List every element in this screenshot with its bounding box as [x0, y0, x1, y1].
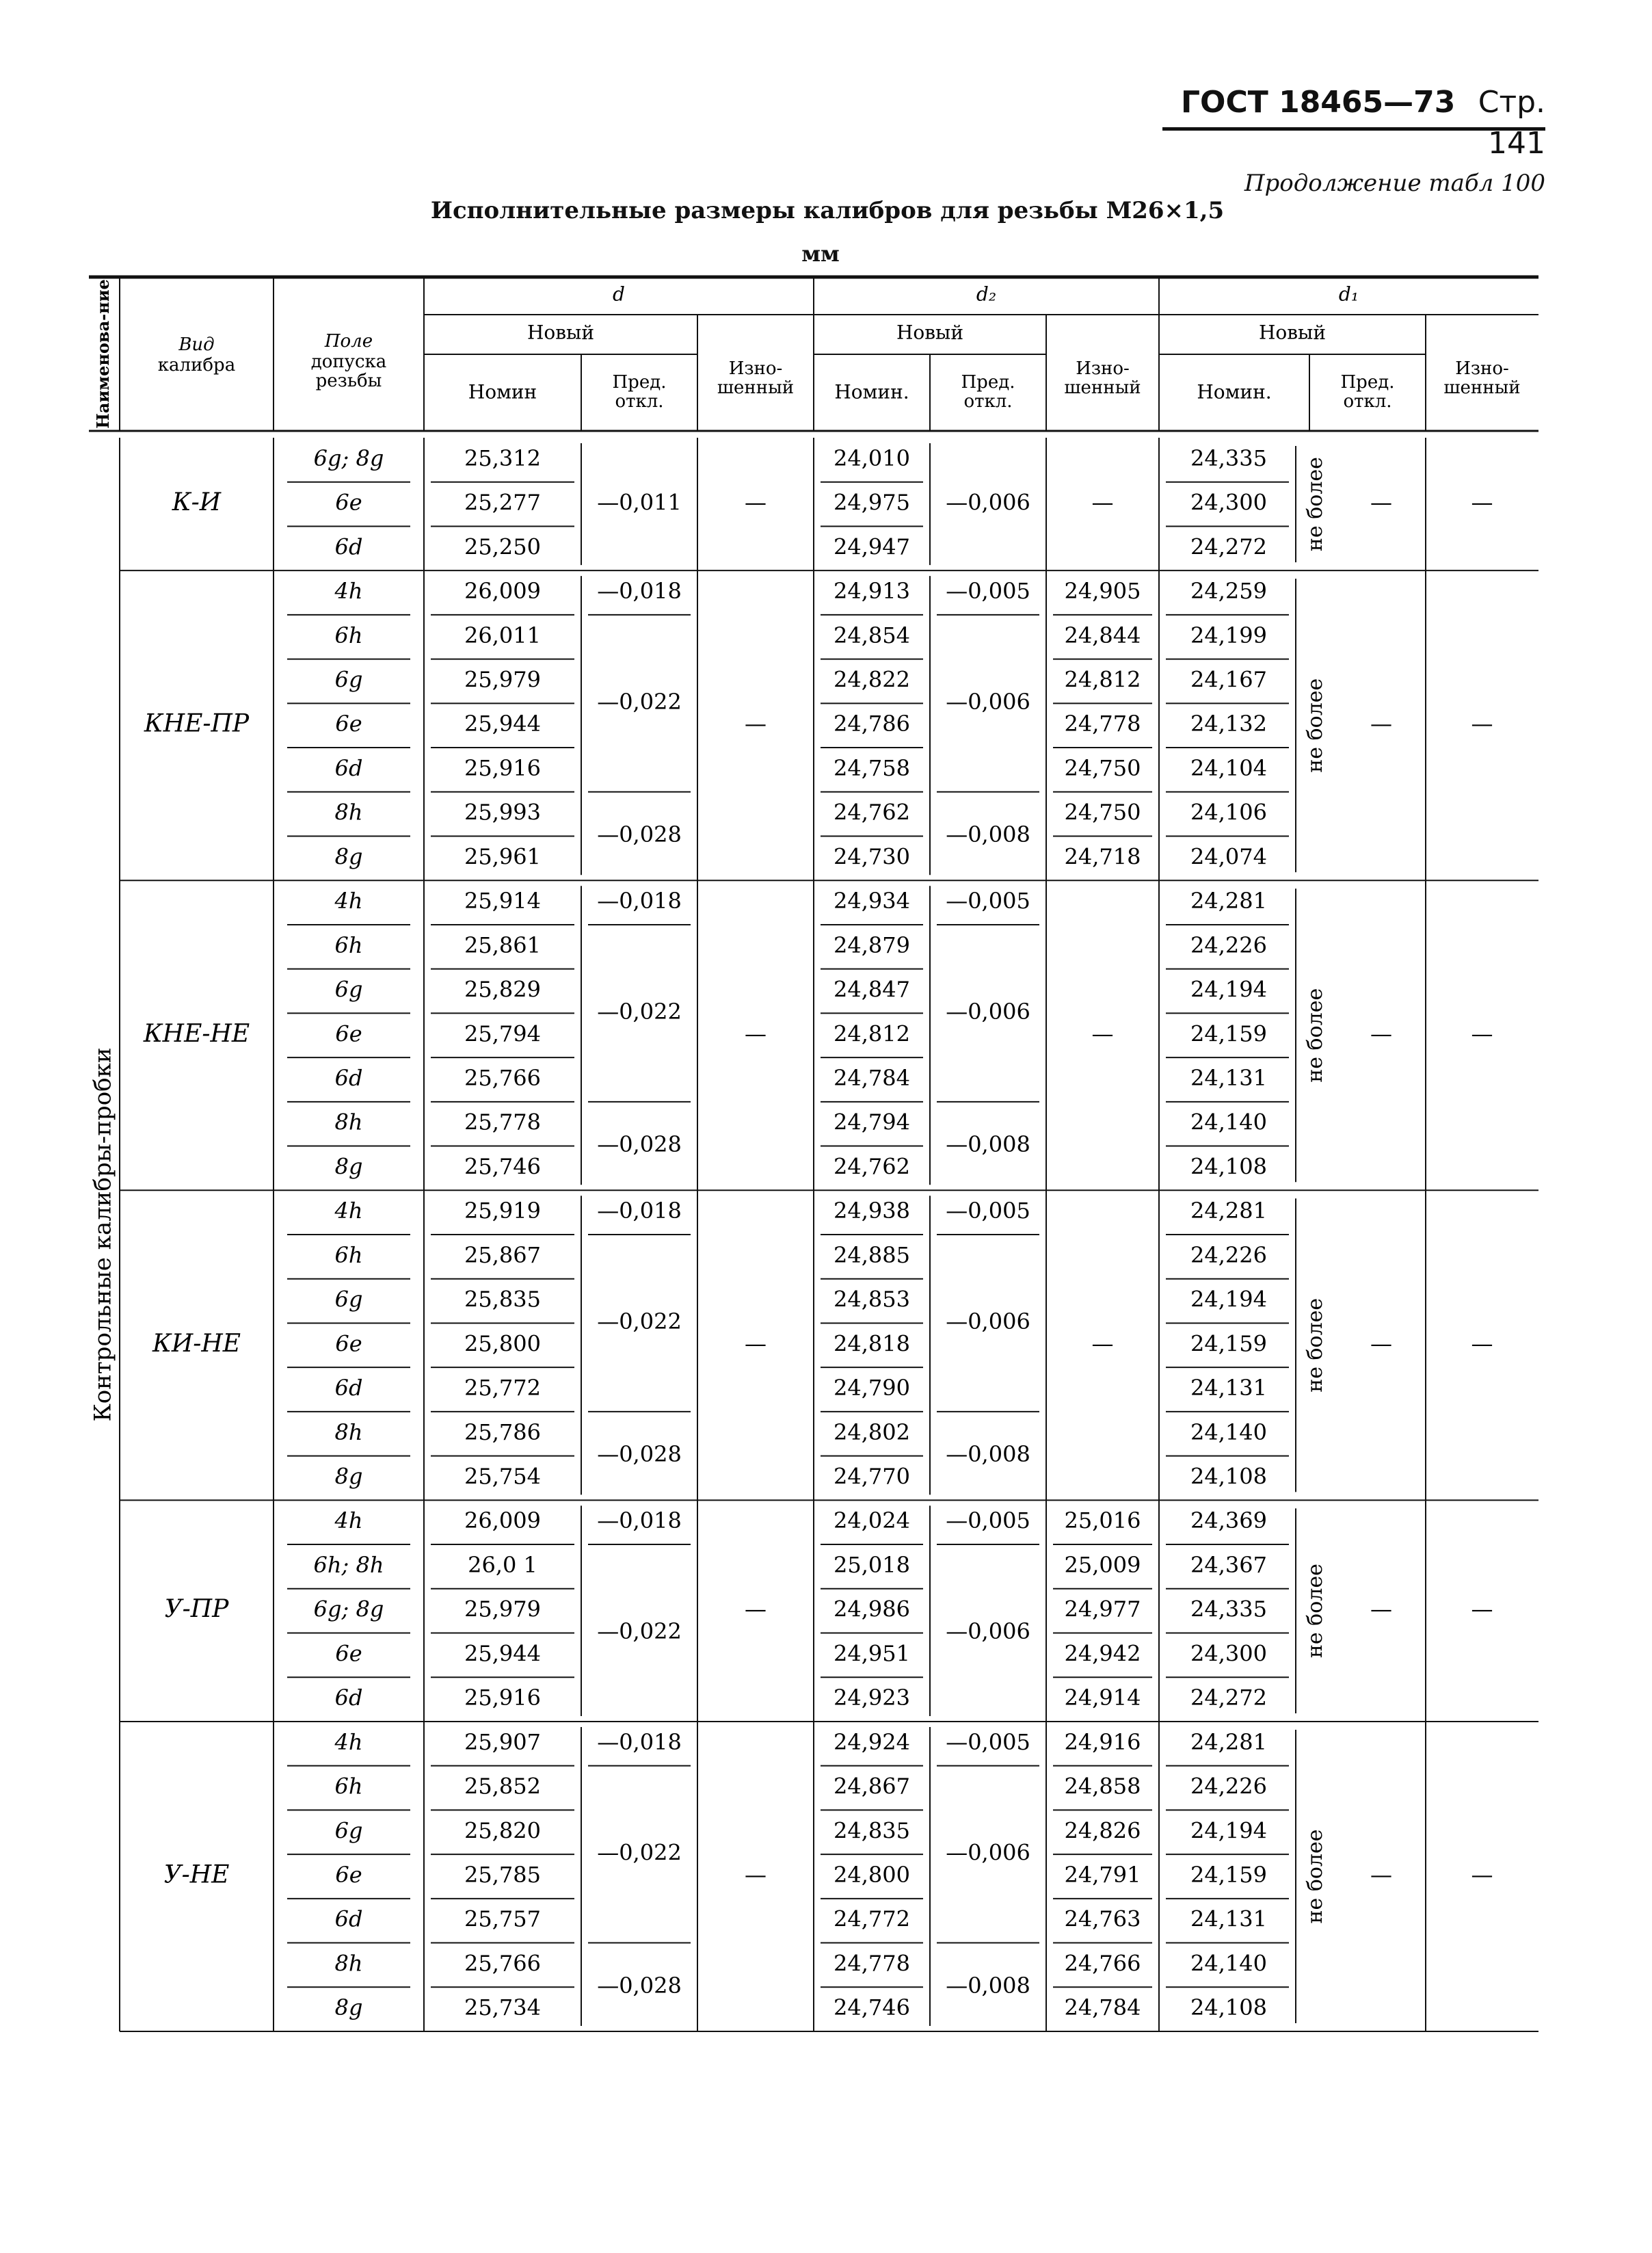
d-worn: — — [745, 711, 767, 737]
d2-nominal: 24,784 — [834, 1064, 910, 1091]
d2-worn: 24,763 — [1064, 1906, 1141, 1932]
d1-nominal: 24,074 — [1190, 843, 1267, 870]
d2-deviation: —0,006 — [946, 1308, 1030, 1334]
gauge-type: КНЕ-ПР — [144, 709, 250, 738]
gauge-type: К-И — [172, 488, 222, 517]
d2-deviation: —0,005 — [946, 578, 1030, 605]
d1-nominal: 24,199 — [1190, 622, 1267, 648]
header-nomin: Номин — [468, 380, 537, 404]
d1-nominal: 24,106 — [1190, 799, 1267, 826]
d-deviation: —0,028 — [597, 821, 682, 847]
tolerance-field: 8g — [334, 1463, 363, 1490]
d2-deviation: —0,008 — [946, 1441, 1030, 1468]
d1-worn: — — [1471, 711, 1493, 737]
gauge-type: У-НЕ — [163, 1860, 230, 1889]
d2-worn: 24,826 — [1064, 1817, 1141, 1844]
d2-worn: 24,750 — [1064, 754, 1141, 781]
d1-nominal: 24,226 — [1190, 1241, 1267, 1268]
header-pred: откл. — [963, 391, 1013, 412]
header-nomin: Номин. — [834, 380, 909, 404]
d-nominal: 25,907 — [464, 1728, 541, 1755]
tolerance-field: 6d — [334, 1375, 363, 1401]
d1-nominal: 24,367 — [1190, 1551, 1267, 1578]
tolerance-field: 6d — [334, 754, 363, 781]
d2-deviation: —0,008 — [946, 1972, 1030, 1999]
header-d2: d₂ — [976, 282, 997, 306]
d2-nominal: 24,010 — [834, 445, 910, 471]
d-nominal: 25,914 — [464, 888, 541, 914]
d2-deviation: —0,006 — [946, 1839, 1030, 1866]
d2-nominal: 25,018 — [834, 1551, 910, 1578]
header-novyi: Новый — [1259, 321, 1326, 344]
d-nominal: 26,011 — [464, 622, 541, 648]
unit-label: мм — [801, 241, 840, 267]
header-pred: откл. — [615, 391, 664, 412]
tolerance-field: 6h — [334, 1241, 363, 1268]
tolerance-field: 6e — [335, 1861, 362, 1888]
d-nominal: 25,852 — [464, 1773, 541, 1800]
header-iznosh: шенный — [1064, 378, 1141, 398]
d1-nominal: 24,159 — [1190, 1020, 1267, 1047]
d1-nominal: 24,194 — [1190, 976, 1267, 1003]
d1-nominal: 24,272 — [1190, 1685, 1267, 1711]
tolerance-field: 4h — [334, 888, 363, 914]
d1-nominal: 24,140 — [1190, 1109, 1267, 1135]
d1-nominal: 24,132 — [1190, 711, 1267, 737]
header-pred: откл. — [1343, 391, 1392, 412]
d1-nominal: 24,259 — [1190, 578, 1267, 605]
header-vid: Вид — [178, 334, 215, 355]
d-nominal: 25,312 — [464, 445, 541, 471]
ne-bolee-note: не более — [1303, 1297, 1327, 1393]
tolerance-field: 6e — [335, 1640, 362, 1667]
header-pole: резьбы — [315, 371, 382, 391]
d2-worn: 24,812 — [1064, 666, 1141, 693]
d2-nominal: 24,812 — [834, 1020, 910, 1047]
tolerance-field: 8h — [334, 1950, 363, 1977]
d-nominal: 25,961 — [464, 843, 541, 870]
d2-nominal: 24,847 — [834, 976, 910, 1003]
header-nomin: Номин. — [1197, 380, 1272, 404]
d1-nominal: 24,369 — [1190, 1507, 1267, 1534]
d2-worn: 24,784 — [1064, 1994, 1141, 2021]
d2-deviation: —0,008 — [946, 821, 1030, 847]
tolerance-field: 8g — [334, 843, 363, 870]
d1-worn: — — [1471, 1596, 1493, 1622]
d2-nominal: 24,885 — [834, 1241, 910, 1268]
header-iznosh: Изно- — [1076, 358, 1130, 379]
d-deviation: —0,022 — [597, 688, 682, 715]
d2-nominal: 24,934 — [834, 888, 910, 914]
d-deviation: —0,018 — [597, 1728, 682, 1755]
d1-worn: — — [1471, 1861, 1493, 1888]
d-nominal: 25,754 — [464, 1463, 541, 1490]
d1-deviation: — — [1370, 1020, 1392, 1047]
d-nominal: 25,746 — [464, 1153, 541, 1180]
d2-deviation: —0,005 — [946, 1198, 1030, 1224]
d-nominal: 25,979 — [464, 666, 541, 693]
d2-nominal: 24,758 — [834, 754, 910, 781]
tolerance-field: 6g — [334, 976, 363, 1003]
d1-nominal: 24,131 — [1190, 1375, 1267, 1401]
d2-worn: 25,009 — [1064, 1551, 1141, 1578]
d-nominal: 25,800 — [464, 1330, 541, 1357]
tolerance-field: 6e — [335, 711, 362, 737]
d2-nominal: 24,879 — [834, 932, 910, 958]
d1-nominal: 24,167 — [1190, 666, 1267, 693]
header-vid: калибра — [157, 355, 236, 375]
d2-nominal: 24,790 — [834, 1375, 910, 1401]
tolerance-field: 6h — [334, 1773, 363, 1800]
ne-bolee-note: не более — [1303, 1829, 1327, 1924]
d2-deviation: —0,006 — [946, 688, 1030, 715]
tolerance-field: 6h; 8h — [313, 1551, 384, 1578]
d1-nominal: 24,159 — [1190, 1330, 1267, 1357]
header-pole: Поле — [324, 331, 373, 352]
d-nominal: 25,757 — [464, 1906, 541, 1932]
gauge-type: КНЕ-НЕ — [143, 1019, 250, 1048]
d-nominal: 25,979 — [464, 1596, 541, 1622]
tolerance-field: 6g — [334, 666, 363, 693]
d1-nominal: 24,108 — [1190, 1153, 1267, 1180]
d-nominal: 26,009 — [464, 578, 541, 605]
side-label: Контрольные калибры-пробки — [89, 1047, 117, 1422]
d-deviation: —0,028 — [597, 1441, 682, 1468]
header-iznosh: Изно- — [1455, 358, 1509, 379]
d-nominal: 25,766 — [464, 1950, 541, 1977]
d2-worn: 24,750 — [1064, 799, 1141, 826]
d2-worn: 24,766 — [1064, 1950, 1141, 1977]
continuation-note: Продолжение табл 100 — [1244, 170, 1545, 197]
d2-nominal: 24,794 — [834, 1109, 910, 1135]
d2-worn: — — [1091, 489, 1114, 516]
d2-nominal: 24,913 — [834, 578, 910, 605]
tolerance-field: 6h — [334, 932, 363, 958]
d-nominal: 25,993 — [464, 799, 541, 826]
d-nominal: 25,785 — [464, 1861, 541, 1888]
d2-nominal: 24,800 — [834, 1861, 910, 1888]
d2-nominal: 24,986 — [834, 1596, 910, 1622]
d2-nominal: 24,951 — [834, 1640, 910, 1667]
d-nominal: 25,944 — [464, 711, 541, 737]
tolerance-field: 8g — [334, 1153, 363, 1180]
tolerance-field: 6g; 8g — [313, 1596, 384, 1622]
d2-nominal: 24,746 — [834, 1994, 910, 2021]
ne-bolee-note: не более — [1303, 988, 1327, 1083]
d-worn: — — [745, 1861, 767, 1888]
gauge-type: КИ-НЕ — [152, 1329, 241, 1358]
d2-worn: 24,977 — [1064, 1596, 1141, 1622]
d1-deviation: — — [1370, 1596, 1392, 1622]
d2-nominal: 24,924 — [834, 1728, 910, 1755]
d2-deviation: —0,006 — [946, 489, 1030, 516]
d-nominal: 25,277 — [464, 489, 541, 516]
d1-worn: — — [1471, 1330, 1493, 1357]
d1-nominal: 24,300 — [1190, 1640, 1267, 1667]
header-iznosh: Изно- — [728, 358, 783, 379]
d1-worn: — — [1471, 489, 1493, 516]
d2-nominal: 24,853 — [834, 1286, 910, 1313]
d2-worn: 24,718 — [1064, 843, 1141, 870]
tolerance-field: 6g; 8g — [313, 445, 384, 471]
d-nominal: 25,861 — [464, 932, 541, 958]
tolerance-field: 8g — [334, 1994, 363, 2021]
tolerance-field: 4h — [334, 1198, 363, 1224]
d-nominal: 26,009 — [464, 1507, 541, 1534]
d-deviation: —0,018 — [597, 1507, 682, 1534]
d-nominal: 25,944 — [464, 1640, 541, 1667]
d2-nominal: 24,802 — [834, 1419, 910, 1445]
d-worn: — — [745, 1020, 767, 1047]
tolerance-field: 6e — [335, 1330, 362, 1357]
d2-nominal: 24,818 — [834, 1330, 910, 1357]
header-pred: Пред. — [961, 372, 1015, 393]
d1-nominal: 24,104 — [1190, 754, 1267, 781]
d-nominal: 25,766 — [464, 1064, 541, 1091]
d1-worn: — — [1471, 1020, 1493, 1047]
d2-deviation: —0,006 — [946, 998, 1030, 1025]
table-title: Исполнительные размеры калибров для резьбы М26×1,5 — [430, 197, 1225, 224]
d2-nominal: 24,786 — [834, 711, 910, 737]
d2-worn: 24,905 — [1064, 578, 1141, 605]
d-nominal: 25,250 — [464, 533, 541, 560]
d2-deviation: —0,006 — [946, 1618, 1030, 1644]
d2-nominal: 24,822 — [834, 666, 910, 693]
header-iznosh: шенный — [1443, 378, 1521, 398]
d1-deviation: — — [1370, 489, 1392, 516]
d1-nominal: 24,108 — [1190, 1463, 1267, 1490]
d2-worn: 24,844 — [1064, 622, 1141, 648]
d-deviation: —0,018 — [597, 578, 682, 605]
d2-nominal: 24,923 — [834, 1685, 910, 1711]
d1-nominal: 24,159 — [1190, 1861, 1267, 1888]
d1-deviation: — — [1370, 1861, 1392, 1888]
gauge-type: У-ПР — [164, 1595, 229, 1624]
d1-deviation: — — [1370, 1330, 1392, 1357]
tolerance-field: 4h — [334, 1507, 363, 1534]
tolerance-field: 6e — [335, 1020, 362, 1047]
d2-nominal: 24,975 — [834, 489, 910, 516]
d1-nominal: 24,140 — [1190, 1419, 1267, 1445]
d1-nominal: 24,194 — [1190, 1286, 1267, 1313]
d1-nominal: 24,335 — [1190, 445, 1267, 471]
d2-nominal: 24,024 — [834, 1507, 910, 1534]
d1-nominal: 24,281 — [1190, 1728, 1267, 1755]
d-worn: — — [745, 1596, 767, 1622]
d1-nominal: 24,108 — [1190, 1994, 1267, 2021]
tolerance-field: 6d — [334, 533, 363, 560]
d1-nominal: 24,281 — [1190, 1198, 1267, 1224]
d-deviation: —0,022 — [597, 1839, 682, 1866]
d-deviation: —0,028 — [597, 1972, 682, 1999]
d2-nominal: 24,938 — [834, 1198, 910, 1224]
header-pole: допуска — [310, 352, 387, 372]
d1-deviation: — — [1370, 711, 1392, 737]
d2-deviation: —0,005 — [946, 1507, 1030, 1534]
d-deviation: —0,018 — [597, 1198, 682, 1224]
header-novyi: Новый — [527, 321, 594, 344]
d-nominal: 25,778 — [464, 1109, 541, 1135]
header-d: d — [613, 282, 625, 306]
d-nominal: 25,916 — [464, 754, 541, 781]
d2-worn: 24,916 — [1064, 1728, 1141, 1755]
d-deviation: —0,028 — [597, 1131, 682, 1158]
d1-nominal: 24,131 — [1190, 1906, 1267, 1932]
d-nominal: 25,734 — [464, 1994, 541, 2021]
header-d1: d₁ — [1338, 282, 1359, 306]
d2-worn: 25,016 — [1064, 1507, 1141, 1534]
d-nominal: 25,919 — [464, 1198, 541, 1224]
tolerance-field: 8h — [334, 1109, 363, 1135]
d2-worn: 24,914 — [1064, 1685, 1141, 1711]
page-number: Стр. 141 — [1478, 85, 1545, 161]
d2-nominal: 24,835 — [834, 1817, 910, 1844]
d2-nominal: 24,778 — [834, 1950, 910, 1977]
ne-bolee-note: не более — [1303, 457, 1327, 552]
d-nominal: 25,786 — [464, 1419, 541, 1445]
d1-nominal: 24,140 — [1190, 1950, 1267, 1977]
header-iznosh: шенный — [717, 378, 795, 398]
d1-nominal: 24,226 — [1190, 1773, 1267, 1800]
d2-deviation: —0,005 — [946, 888, 1030, 914]
tolerance-field: 6d — [334, 1064, 363, 1091]
d-worn: — — [745, 1330, 767, 1357]
d2-nominal: 24,947 — [834, 533, 910, 560]
d2-nominal: 24,854 — [834, 622, 910, 648]
d2-nominal: 24,762 — [834, 799, 910, 826]
tolerance-field: 8h — [334, 799, 363, 826]
d-deviation: —0,011 — [597, 489, 682, 516]
d-deviation: —0,018 — [597, 888, 682, 914]
d-deviation: —0,022 — [597, 1308, 682, 1334]
d2-nominal: 24,762 — [834, 1153, 910, 1180]
header-novyi: Новый — [896, 321, 963, 344]
header-pred: Пред. — [612, 372, 667, 393]
standard-number: ГОСТ 18465—73 — [1181, 85, 1456, 120]
d2-nominal: 24,730 — [834, 843, 910, 870]
tolerance-field: 8h — [334, 1419, 363, 1445]
d-nominal: 25,867 — [464, 1241, 541, 1268]
d-nominal: 25,835 — [464, 1286, 541, 1313]
d-nominal: 25,829 — [464, 976, 541, 1003]
d-worn: — — [745, 489, 767, 516]
tolerance-field: 4h — [334, 578, 363, 605]
d-nominal: 25,772 — [464, 1375, 541, 1401]
d2-worn: 24,858 — [1064, 1773, 1141, 1800]
d2-deviation: —0,005 — [946, 1728, 1030, 1755]
d-nominal: 26,0 1 — [468, 1551, 537, 1578]
d2-worn: 24,942 — [1064, 1640, 1141, 1667]
d-nominal: 25,794 — [464, 1020, 541, 1047]
d2-worn: 24,778 — [1064, 711, 1141, 737]
d2-worn: — — [1091, 1020, 1114, 1047]
d2-nominal: 24,867 — [834, 1773, 910, 1800]
tolerance-field: 6d — [334, 1906, 363, 1932]
d-nominal: 25,916 — [464, 1685, 541, 1711]
d-deviation: —0,022 — [597, 998, 682, 1025]
d-deviation: —0,022 — [597, 1618, 682, 1644]
d-nominal: 25,820 — [464, 1817, 541, 1844]
header-naimenovanie: Наименова-ние — [93, 279, 113, 429]
d1-nominal: 24,272 — [1190, 533, 1267, 560]
d1-nominal: 24,194 — [1190, 1817, 1267, 1844]
d2-nominal: 24,772 — [834, 1906, 910, 1932]
d1-nominal: 24,281 — [1190, 888, 1267, 914]
tolerance-field: 6d — [334, 1685, 363, 1711]
d2-nominal: 24,770 — [834, 1463, 910, 1490]
ne-bolee-note: не более — [1303, 678, 1327, 773]
d1-nominal: 24,226 — [1190, 932, 1267, 958]
header-pred: Пред. — [1340, 372, 1395, 393]
d2-worn: — — [1091, 1330, 1114, 1357]
d2-worn: 24,791 — [1064, 1861, 1141, 1888]
ne-bolee-note: не более — [1303, 1564, 1327, 1659]
tolerance-field: 6h — [334, 622, 363, 648]
d1-nominal: 24,300 — [1190, 489, 1267, 516]
tolerance-field: 6e — [335, 489, 362, 516]
d1-nominal: 24,131 — [1190, 1064, 1267, 1091]
d1-nominal: 24,335 — [1190, 1596, 1267, 1622]
tolerance-field: 4h — [334, 1728, 363, 1755]
d2-deviation: —0,008 — [946, 1131, 1030, 1158]
tolerance-field: 6g — [334, 1286, 363, 1313]
tolerance-field: 6g — [334, 1817, 363, 1844]
